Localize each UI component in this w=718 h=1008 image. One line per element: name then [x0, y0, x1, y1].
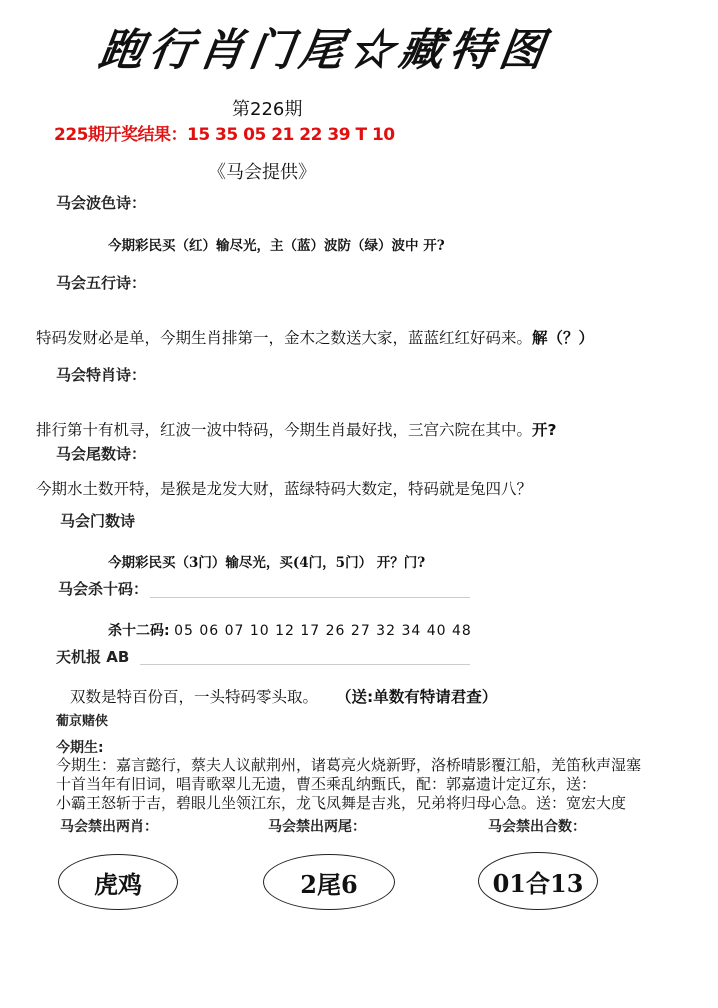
kill-line: [108, 620, 472, 640]
five-elements-text: 特码发财必是单，今期生肖排第一，金木之数送大家，蓝蓝红红好码来。: [36, 329, 533, 347]
tail-poem-line: 今期水土数开特，是猴是龙发大财，蓝绿特码大数定，特码就是兔四八？: [36, 480, 533, 498]
divider: [150, 597, 470, 598]
banned-tail-oval: [263, 854, 395, 910]
zodiac-poem-text: 排行第十有机寻，红波一波中特码，今期生肖最好找，三宫六院在其中。: [36, 421, 533, 439]
previous-result: 225期开奖结果：15 35 05 21 22 39 T 10: [54, 125, 395, 145]
tianji-line: [70, 685, 497, 707]
wave-line: 今期彩民买（红）输尽光，主（蓝）波防（绿）波中 开?: [108, 238, 445, 254]
banned-tail-value: 2尾6: [300, 869, 358, 899]
pujing-heading: 葡京赌侠: [56, 714, 109, 729]
five-elements-suffix: 解（？）: [532, 329, 595, 347]
today-text: [56, 756, 641, 813]
today-heading: 今期生:: [56, 740, 104, 756]
kill-heading: 马会杀十码：: [58, 580, 149, 598]
banned-zodiac-label: 马会禁出两肖：: [60, 819, 158, 835]
banned-zodiac-oval: [58, 854, 178, 910]
today-line: 小霸王怒斩于吉，碧眼儿坐领江东，龙飞凤舞是吉兆，兄弟将归母心急。送：宽宏大度: [56, 794, 627, 812]
banned-zodiac-value: 虎鸡: [94, 869, 142, 899]
provider-label: 《马会提供》: [208, 162, 316, 183]
kill-numbers: 05 06 07 10 12 17 26 27 32 34 40 48: [174, 623, 472, 639]
zodiac-poem-suffix: 开?: [532, 421, 557, 439]
today-line: 今期生：嘉言懿行，蔡夫人议献荆州，诸葛亮火烧新野，洛桥晴影覆江船，羌笛秋声湿塞: [56, 756, 642, 774]
tianji-note: （送:单数有特请君查）: [336, 688, 498, 706]
divider: [140, 664, 470, 665]
page-title: 跑行肖门尾☆藏特图: [95, 25, 553, 76]
wave-heading: 马会波色诗：: [56, 194, 147, 212]
zodiac-poem-line: [36, 418, 557, 440]
issue-number: 第226期: [232, 99, 303, 120]
tianji-text: 双数是特百份百，一头特码零头取。: [70, 688, 319, 706]
banned-tail-label: 马会禁出两尾：: [268, 819, 366, 835]
five-elements-line: [36, 326, 594, 348]
zodiac-poem-heading: 马会特肖诗：: [56, 366, 147, 384]
five-elements-heading: 马会五行诗：: [56, 274, 147, 292]
banned-sum-value: 01合13: [492, 868, 584, 898]
banned-sum-label: 马会禁出合数：: [488, 819, 586, 835]
kill-label: 杀十二码:: [108, 623, 170, 639]
today-line: 十首当年有旧词，唱青歌翠儿无遗，曹丕乘乱纳甄氏，配：郭嘉遗计定辽东，送：: [56, 775, 597, 793]
tianji-heading: 天机报 AB: [56, 648, 130, 666]
tail-poem-heading: 马会尾数诗：: [56, 445, 147, 463]
banned-sum-oval: [478, 852, 598, 910]
door-heading: 马会门数诗: [60, 512, 136, 530]
door-line: 今期彩民买（3门）输尽光，买(4门，5门） 开？门?: [108, 555, 426, 571]
